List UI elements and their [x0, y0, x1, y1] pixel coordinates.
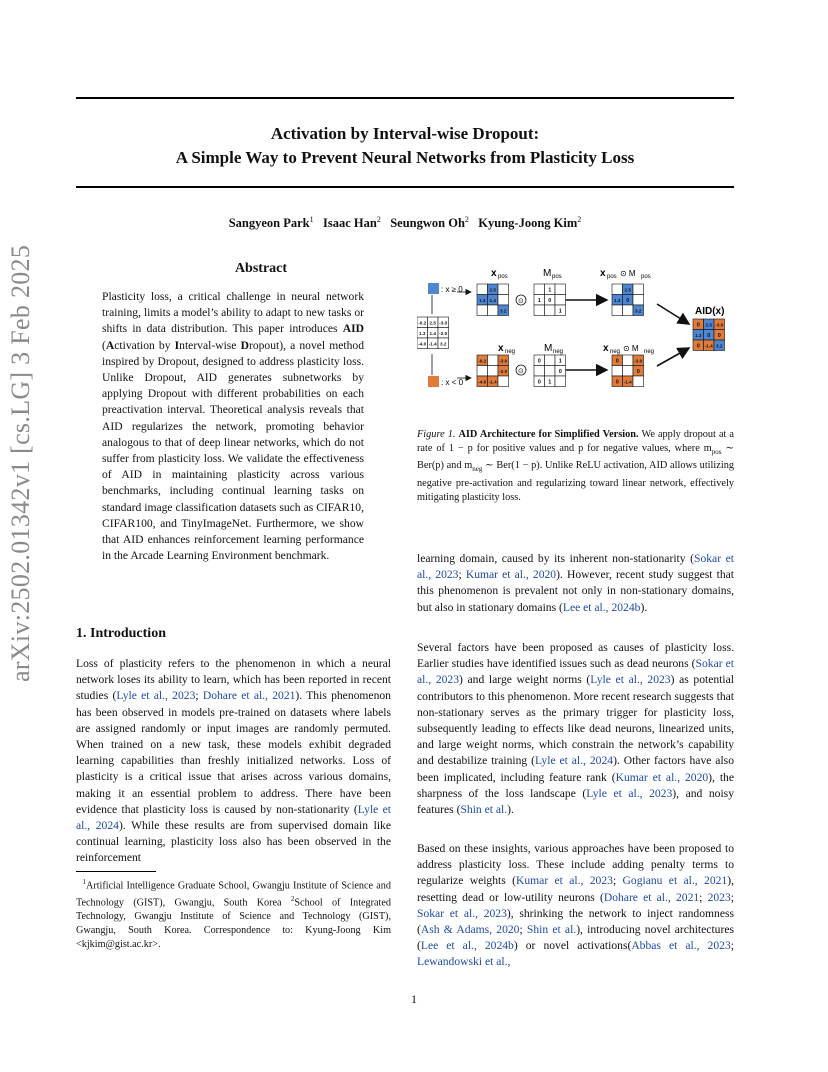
matrix-value: -1.4 [623, 379, 632, 385]
matrix-value: 0 [707, 332, 711, 339]
condition-positive: : x ≥ 0 [441, 285, 463, 294]
citation-link[interactable]: Lyle et al., 2023 [590, 673, 671, 687]
matrix-cell [488, 305, 499, 316]
matrix-cell [534, 284, 545, 295]
matrix-cell [477, 284, 488, 295]
matrix-value: 0 [636, 368, 640, 375]
aid-architecture-figure [417, 262, 734, 400]
matrix-cell [488, 366, 499, 377]
matrix-value: 1 [558, 308, 562, 315]
matrix-value: 0 [615, 358, 619, 365]
matrix-cell [612, 284, 623, 295]
matrix-value: 3.2 [716, 343, 723, 349]
label-xpos-m-sub: pos [607, 274, 617, 280]
xpos-matrix [477, 284, 509, 316]
xpos-masked-matrix [612, 284, 644, 316]
label-mneg-sub: neg [553, 349, 564, 355]
matrix-cell [498, 376, 509, 387]
citation-link[interactable]: Gogianu et al., 2021 [622, 874, 728, 888]
matrix-value: 0 [696, 343, 700, 350]
author-list [76, 215, 734, 231]
citation-link[interactable]: Shin et al. [460, 803, 508, 817]
matrix-cell [498, 295, 509, 306]
matrix-value: 3.2 [500, 308, 507, 314]
matrix-value: 1.4 [429, 330, 436, 336]
top-rule [76, 97, 734, 99]
label-xneg-m-rest: ⊙ M [623, 344, 639, 353]
citation-link[interactable]: Ash & Adams, 2020 [420, 923, 520, 937]
matrix-cell [477, 366, 488, 377]
author-affiliation: 2 [577, 215, 582, 224]
matrix-value: 2.5 [705, 322, 712, 328]
xneg-masked-matrix [612, 355, 644, 387]
odot-neg: ⊙ [518, 368, 524, 375]
arxiv-watermark: arXiv:2502.01342v1 [cs.LG] 3 Feb 2025 [6, 244, 35, 682]
matrix-value: 0 [537, 358, 541, 365]
matrix-value: 1.3 [695, 332, 702, 338]
label-xneg-m-sub2: neg [644, 349, 655, 355]
matrix-cell [555, 376, 566, 387]
abstract-text: Plasticity loss, a critical challenge in neural network training, limits a model’s ability to adapt to new tasks or shifts in data distribution. This paper introduces AID (Activation by Interval-wise Dropout), a novel method inspired by Dropout, designed to address plasticity loss. Unlike Dropout, AID generates subnetworks by applying Dropout with different probabilities on each preactivation interval. Theoretical analysis reveals that AID regularizes the network, promoting behavior analogous to that of deep linear networks, which do not suffer from plasticity loss. We validate the effectiveness of AID in maintaining plasticity across various benchmarks, including continual learning tasks on standard image classification datasets such as CIFAR10, CIFAR100, and TinyImageNet. Furthermore, we show that AID enhances reinforcement learning performance in the Arcade Learning Environment benchmark. [102, 290, 364, 563]
author-affiliation: 2 [376, 215, 381, 224]
matrix-value: 1.3 [479, 297, 486, 303]
label-xneg-m: x [603, 343, 609, 354]
label-xpos-m: x [600, 268, 606, 279]
citation-link[interactable]: Lyle et al., 2023 [116, 689, 196, 703]
label-mpos-sub: pos [552, 274, 562, 280]
matrix-value: 1 [558, 358, 562, 365]
matrix-value: -2.0 [439, 330, 448, 336]
positive-color-key [428, 283, 439, 294]
mneg-matrix [534, 355, 566, 387]
author-name: Kyung-Joong Kim [478, 216, 578, 231]
matrix-cell [612, 366, 623, 377]
matrix-cell [633, 284, 644, 295]
matrix-value: -1.4 [704, 343, 713, 349]
condition-negative: : x < 0 [441, 378, 464, 387]
label-mneg: M [544, 343, 553, 354]
matrix-value: -3.0 [439, 320, 448, 326]
intro-paragraph: Loss of plasticity refers to the phenomenon in which a neural network loses its ability to learn, which has been reported in recent studies (Lyle et al., 2023; Dohare et al., 2021). This phenomenon has been observed in models pre-trained on datasets where labels are assigned randomly or input images are randomly permuted. When trained on a new task, these models exhibit degraded learning capabilities than freshly initialized networks. Loss of plasticity is a critical issue that arises across various domains, making it an essential problem to address. There have been evidence that plasticity loss is caused by non-stationarity (Lyle et al., 2024). While these results are from supervised domain like continual learning, plasticity loss also has been observed in the reinforcement [76, 657, 391, 865]
matrix-value: 2.5 [489, 287, 496, 293]
matrix-value: 0 [626, 297, 630, 304]
matrix-cell [534, 305, 545, 316]
mpos-matrix [534, 284, 566, 316]
author-name: Isaac Han [323, 216, 377, 231]
citation-link[interactable]: Lewandowski et al., [417, 955, 511, 969]
author-affiliation: 2 [464, 215, 469, 224]
author-affiliation: 1 [309, 215, 314, 224]
matrix-value: -0.2 [418, 320, 427, 326]
label-xneg: x [498, 343, 504, 354]
matrix-cell [623, 366, 634, 377]
xneg-matrix [477, 355, 509, 387]
citation-link[interactable]: Lyle et al., 2024 [76, 802, 391, 833]
matrix-cell [633, 376, 644, 387]
matrix-value: -3.0 [499, 358, 508, 364]
author-name: Seungwon Oh [390, 216, 465, 231]
matrix-cell [555, 295, 566, 306]
right-paragraph-1: learning domain, caused by its inherent non-stationarity (Sokar et al., 2023; Kumar et al., 2020). However, recent study suggest that this phenomenon is prevalent not only in non-stationary domains, but also in stationary domains (Lee et al., 2024b). [417, 552, 735, 614]
citation-link[interactable]: 2023 [707, 890, 731, 904]
odot-pos: ⊙ [518, 298, 524, 305]
matrix-value: -1.4 [428, 341, 437, 347]
matrix-value: 0 [537, 379, 541, 386]
matrix-cell [633, 295, 644, 306]
matrix-value: 3.2 [635, 308, 642, 314]
label-xpos-sub: pos [498, 274, 508, 280]
input-matrix [417, 317, 449, 349]
label-xpos: x [491, 268, 497, 279]
matrix-value: 0 [615, 379, 619, 386]
citation-link[interactable]: Kumar et al., 2020 [465, 568, 557, 582]
citation-link[interactable]: Sokar et al., 2023 [417, 657, 734, 687]
matrix-value: -4.0 [418, 341, 427, 347]
author-name: Sangyeon Park [228, 216, 310, 231]
section-heading-introduction: 1. Introduction [76, 626, 166, 641]
right-paragraph-3: Based on these insights, various approaches have been proposed to address plasticity loss. These include adding penalty terms to regularize weights (Kumar et al., 2023; Gogianu et al., 2021), resetting dead or low-utility neurons (Dohare et al., 2021; 2023; Sokar et al., 2023), shrinking the network to inject randomness (Ash & Adams, 2020; Shin et al.), introducing novel architectures (Lee et al., 2024b) or novel activations(Abbas et al., 2023; Lewandowski et al., [417, 842, 734, 969]
matrix-value: 0 [696, 322, 700, 329]
citation-link[interactable]: Lyle et al., 2024 [534, 754, 614, 768]
title-bottom-rule [76, 186, 734, 188]
matrix-value: -1.4 [488, 379, 497, 385]
matrix-cell [545, 355, 556, 366]
matrix-cell [555, 284, 566, 295]
matrix-value: 0 [558, 368, 562, 375]
matrix-value: 1.3 [614, 297, 621, 303]
matrix-value: -3.0 [715, 322, 724, 328]
footnote-rule [76, 871, 156, 872]
matrix-cell [488, 355, 499, 366]
citation-link[interactable]: Shin et al. [526, 923, 577, 937]
citation-link[interactable]: Sokar et al., 2023 [417, 906, 507, 920]
citation-link[interactable]: Lee et al., 2024b [420, 939, 514, 953]
label-xneg-sub: neg [505, 349, 516, 355]
matrix-cell [534, 366, 545, 377]
matrix-value: -0.2 [478, 358, 487, 364]
citation-link[interactable]: Lee et al., 2024b [562, 600, 641, 614]
matrix-value: -3.0 [634, 358, 643, 364]
matrix-value: -2.0 [499, 368, 508, 374]
citation-link[interactable]: Lyle et al., 2023 [586, 786, 673, 800]
matrix-value: -4.0 [478, 379, 487, 385]
citation-link[interactable]: Kumar et al., 2020 [615, 770, 709, 784]
title-line-1: Activation by Interval-wise Dropout: [270, 124, 540, 143]
figure-svg [417, 262, 734, 400]
matrix-value: 0 [548, 297, 552, 304]
citation-link[interactable]: Sokar et al., 2023 [417, 552, 734, 582]
matrix-cell [612, 305, 623, 316]
matrix-value: 1 [548, 379, 552, 386]
footnote-affiliations: $^1$Artificial Intelligence Graduate School, Gwangju Institute of Science and Technology (GIST), Gwangju, South Korea $^2$School of Integrated Technology, Gwangju Institute of Science and Technology (GIST), Gwangju, South Korea. Correspondence to: Kyung-Joong Kim <kjkim@gist.ac.kr>. [76, 878, 392, 950]
matrix-cell [545, 305, 556, 316]
page-number: 1 [411, 992, 417, 1006]
label-mpos: M [543, 268, 552, 279]
negative-color-key [428, 376, 439, 387]
right-paragraph-2: Several factors have been proposed as causes of plasticity loss. Earlier studies have identified issues such as dead neurons (Sokar et al., 2023) and large weight norms (Lyle et al., 2023) as potential contributors to this phenomenon. More recent research suggests that non-stationary serves as the primary trigger for plasticity loss, subsequently leading to effects like dead neurons, linearized units, and large weight norms, which constrain the network’s capability and destabilize training (Lyle et al., 2024). Other factors have also been implicated, including feature rank (Kumar et al., 2020), the sharpness of the loss landscape (Lyle et al., 2023), and noisy features (Shin et al.). [417, 641, 734, 817]
label-xneg-m-sub: neg [610, 349, 621, 355]
matrix-cell [545, 366, 556, 377]
matrix-cell [498, 284, 509, 295]
matrix-value: 1 [537, 297, 541, 304]
figure-caption: Figure 1. AID Architecture for Simplified Version. We apply dropout at a rate of 1 − p for positive values and p for negative values, where $m_{pos}$ ∼ Ber(p) and $m_{neg}$ ∼ Ber(1 − p). Unlike ReLU activation, AID allows utilizing negative pre-activation and regularizing toward linear network, effectively mitigating plasticity loss. [417, 429, 735, 503]
paper-title [76, 122, 734, 170]
matrix-value: 2.5 [624, 287, 631, 293]
matrix-value: 1.3 [419, 330, 426, 336]
label-xpos-m-rest: ⊙ M [620, 269, 636, 278]
matrix-value: 1 [548, 287, 552, 294]
matrix-value: 1.4 [489, 297, 496, 303]
matrix-value: 2.5 [429, 320, 436, 326]
citation-link[interactable]: Dohare et al., 2021 [202, 689, 296, 703]
label-aid: AID(x) [695, 306, 725, 317]
matrix-cell [623, 305, 634, 316]
matrix-value: 0 [717, 332, 721, 339]
aid-output-matrix [693, 319, 725, 351]
title-line-2: A Simple Way to Prevent Neural Networks from Plasticity Loss [175, 148, 635, 167]
citation-link[interactable]: Dohare et al., 2021 [603, 890, 700, 904]
matrix-value: 3.2 [440, 341, 447, 347]
matrix-cell [477, 305, 488, 316]
abstract-heading: Abstract [234, 261, 288, 276]
citation-link[interactable]: Abbas et al., 2023 [631, 939, 731, 953]
matrix-cell [623, 355, 634, 366]
label-xpos-m-sub2: pos [641, 274, 651, 280]
citation-link[interactable]: Kumar et al., 2023 [515, 874, 613, 888]
